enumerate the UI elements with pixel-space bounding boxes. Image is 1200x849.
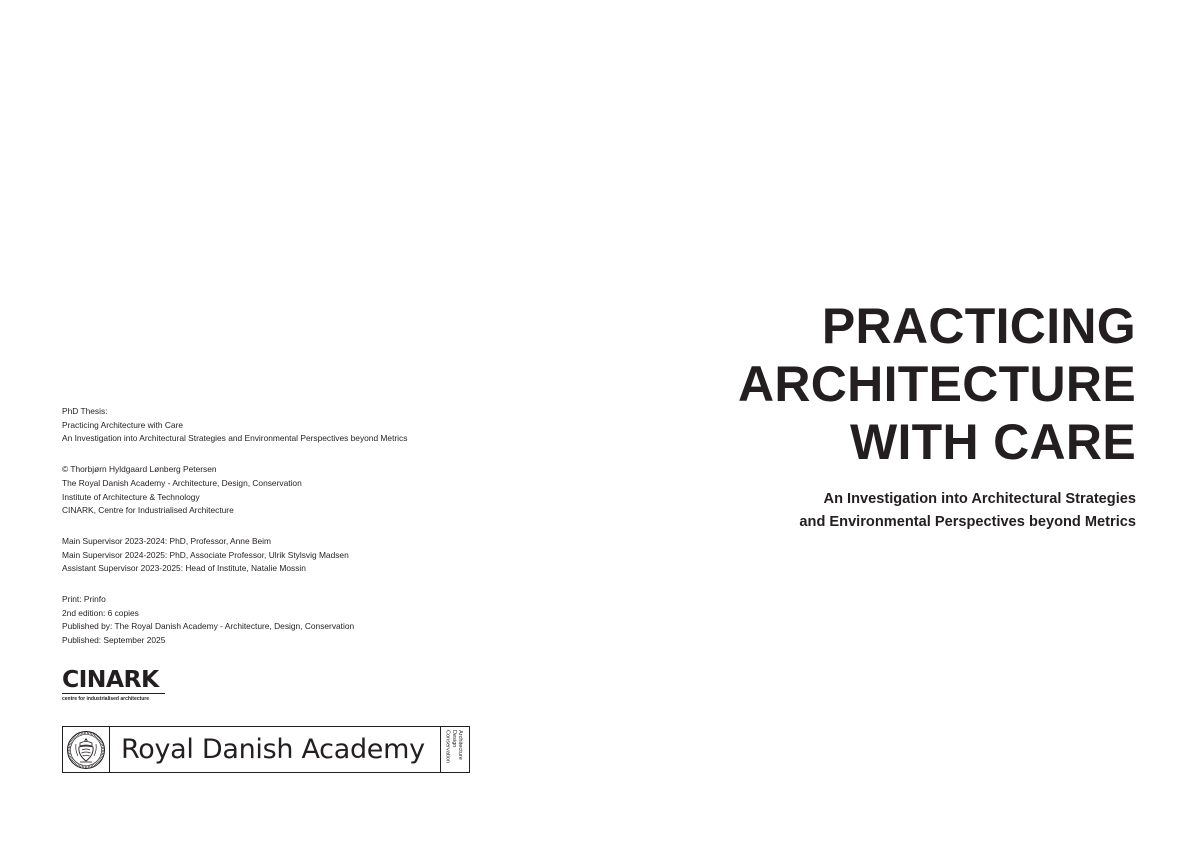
colophon-line: Published by: The Royal Danish Academy - Architecture, Design, Conservation — [62, 621, 355, 632]
rda-subtitle-line: Conservation — [444, 730, 451, 763]
rda-subtitle-line: Design — [450, 730, 457, 748]
colophon-line: Practicing Architecture with Care — [62, 419, 184, 430]
colophon-line: Print: Prinfo — [62, 594, 106, 605]
thesis-block — [62, 405, 522, 446]
colophon — [62, 405, 522, 665]
colophon-line: PhD Thesis: — [62, 406, 108, 416]
rda-subtitle — [444, 730, 463, 763]
royal-danish-academy-logo — [62, 726, 470, 773]
colophon-line: CINARK, Centre for Industrialised Architecture — [62, 505, 234, 516]
cinark-rule — [62, 693, 165, 694]
colophon-line: An Investigation into Architectural Strategies and Environmental Perspectives beyond Metrics — [62, 433, 408, 444]
author-block — [62, 463, 522, 518]
supervisors-block — [62, 535, 522, 576]
print-block — [62, 593, 522, 648]
rda-wordmark: Royal Danish Academy — [121, 734, 425, 765]
colophon-line: © Thorbjørn Hyldgaard Lønberg Petersen — [62, 464, 217, 475]
title-line: WITH CARE — [849, 414, 1136, 470]
title-line: PRACTICING — [821, 298, 1136, 354]
rda-seal-box — [63, 727, 110, 772]
rda-name-box — [110, 727, 441, 772]
subtitle-line: An Investigation into Architectural Strategies — [823, 491, 1136, 507]
colophon-line: Assistant Supervisor 2023-2025: Head of Institute, Natalie Mossin — [62, 563, 306, 574]
colophon-line: Main Supervisor 2023-2024: PhD, Professor, Anne Beim — [62, 535, 272, 546]
colophon-line: The Royal Danish Academy - Architecture, Design, Conservation — [62, 477, 302, 488]
seal-icon — [66, 730, 106, 770]
cinark-wordmark: CINARK — [62, 665, 159, 693]
book-title — [738, 297, 1136, 471]
colophon-line: 2nd edition: 6 copies — [62, 607, 139, 618]
cinark-tagline: centre for industrialised architecture — [62, 696, 149, 702]
rda-subtitle-box — [441, 727, 469, 772]
title-line: ARCHITECTURE — [737, 356, 1136, 412]
subtitle-line: and Environmental Perspectives beyond Metrics — [799, 514, 1136, 530]
colophon-line: Institute of Architecture & Technology — [62, 491, 200, 502]
rda-subtitle-line: Architecture — [457, 730, 464, 760]
colophon-line: Main Supervisor 2024-2025: PhD, Associate Professor, Ulrik Stylsvig Madsen — [62, 549, 349, 560]
book-subtitle — [799, 488, 1136, 534]
cinark-logo — [62, 667, 168, 702]
colophon-line: Published: September 2025 — [62, 635, 166, 646]
